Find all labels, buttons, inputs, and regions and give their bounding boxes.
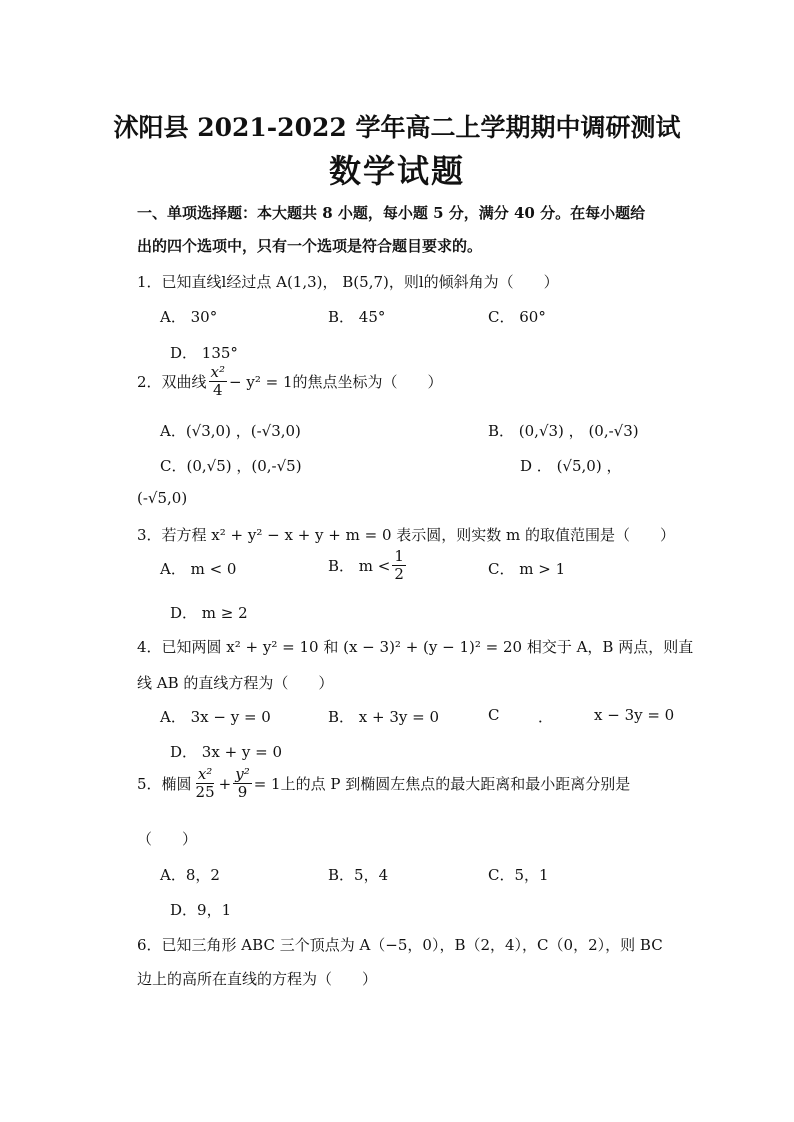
section1-header-line2: 出的四个选项中，只有一个选项是符合题目要求的。: [137, 237, 483, 255]
exam-title-line1: 沭阳县 2021-2022 学年高二上学期期中调研测试: [113, 113, 681, 142]
question-5-option-d: D．9，1: [170, 901, 232, 919]
question-6-stem-line1: 6．已知三角形 ABC 三个顶点为 A（−5，0），B（2，4），C（0，2），则 BC: [137, 936, 663, 954]
question-3-option-c: C． m > 1: [488, 560, 566, 578]
question-5-stem-line2: （ ）: [137, 830, 198, 848]
question-2-option-d: D ． (√5,0) ，: [520, 457, 622, 475]
question-4-stem-line2: 线 AB 的直线方程为（ ）: [137, 674, 334, 692]
question-5-plus: +: [218, 774, 232, 793]
question-4-option-d: D． 3x + y = 0: [170, 743, 283, 761]
question-3-option-b-label: B． m <: [328, 557, 391, 575]
question-1-option-c: C． 60°: [488, 308, 546, 326]
question-5-fraction-2: [233, 766, 252, 801]
question-4-stem-line1: 4．已知两圆 x² + y² = 10 和 (x − 3)² + (y − 1)² = 20 相交于 A，B 两点，则直: [137, 638, 694, 656]
question-2-fraction: [209, 364, 227, 399]
question-3-option-b-numerator: 1: [394, 547, 404, 565]
question-1-option-b: B． 45°: [328, 308, 386, 326]
question-2-option-a: A．(√3,0) ，(-√3,0): [160, 422, 301, 440]
question-3-option-b-fraction: [392, 548, 406, 583]
question-4-option-c-dot: ．: [538, 708, 554, 726]
question-4-option-c: x − 3y = 0: [594, 706, 675, 724]
question-3-option-d: D． m ≥ 2: [170, 604, 248, 622]
question-2-stem-prefix: 2．双曲线: [137, 373, 207, 391]
question-2-fraction-denominator: 4: [213, 381, 223, 399]
question-5-option-c: C．5，1: [488, 866, 549, 884]
question-3-option-a: A． m < 0: [160, 560, 237, 578]
question-2-option-b: B． (0,√3) ， (0,-√3): [488, 422, 639, 440]
question-2-stem: [137, 364, 443, 399]
question-5-fraction-1: [194, 766, 217, 801]
question-4-option-a: A． 3x − y = 0: [160, 708, 271, 726]
question-2-option-c: C．(0,√5) ，(0,-√5): [160, 457, 302, 475]
question-1-stem: 1．已知直线l经过点 A(1,3)， B(5,7)，则l的倾斜角为（ ）: [137, 273, 559, 291]
question-5-fraction-1-denominator: 25: [195, 783, 215, 801]
question-3-option-b: [328, 548, 408, 583]
question-5-fraction-2-numerator: y²: [235, 765, 250, 783]
question-1-option-d: D． 135°: [170, 344, 238, 362]
question-2-fraction-numerator: x²: [210, 363, 226, 381]
question-2-option-d-continued: (-√5,0): [137, 489, 188, 507]
question-5-stem-suffix: = 1上的点 P 到椭圆左焦点的最大距离和最小距离分别是: [253, 775, 631, 793]
question-4-option-b: B． x + 3y = 0: [328, 708, 440, 726]
question-5-fraction-1-numerator: x²: [197, 765, 213, 783]
question-5-stem-prefix: 5．椭圆: [137, 775, 192, 793]
question-2-stem-suffix: − y² = 1的焦点坐标为（ ）: [229, 373, 443, 391]
question-6-stem-line2: 边上的高所在直线的方程为（ ）: [137, 970, 378, 988]
question-5-option-b: B．5，4: [328, 866, 389, 884]
question-4-option-c-label: C: [488, 706, 500, 724]
question-5-stem: [137, 766, 630, 801]
question-5-fraction-2-denominator: 9: [237, 783, 248, 801]
section1-header-line1: 一、单项选择题：本大题共 8 小题，每小题 5 分，满分 40 分。在每小题给: [137, 204, 646, 222]
question-1-option-a: A． 30°: [160, 308, 218, 326]
exam-title-line2: 数学试题: [328, 152, 465, 190]
question-5-option-a: A．8，2: [160, 866, 220, 884]
question-3-option-b-denominator: 2: [394, 565, 404, 583]
question-3-stem: 3．若方程 x² + y² − x + y + m = 0 表示圆，则实数 m 的取值范围是（ ）: [137, 526, 676, 544]
